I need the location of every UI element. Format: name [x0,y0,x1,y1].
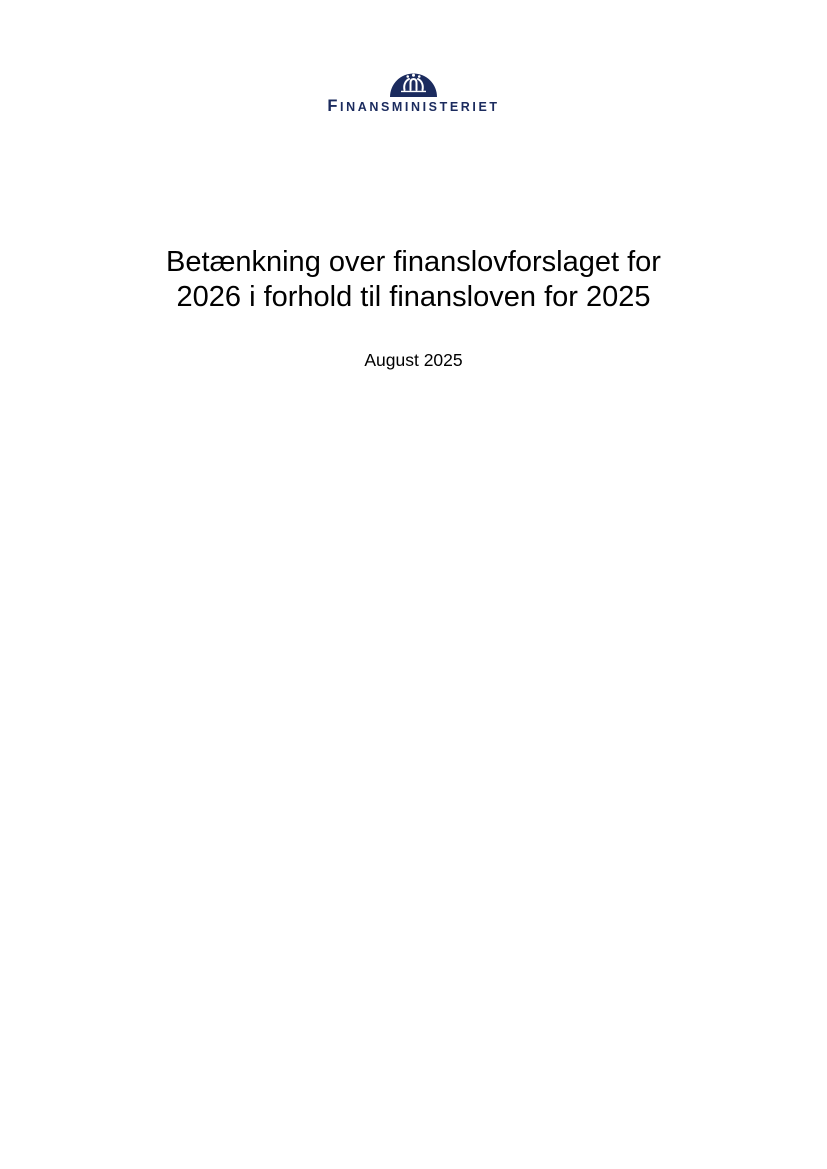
crown-icon [390,64,437,97]
document-title [0,245,827,315]
document-title-line2: 2026 i forhold til finansloven for 2025 [176,281,651,313]
document-title-line1: Betænkning over finanslovforslaget for [166,246,661,278]
document-date: August 2025 [364,350,463,370]
ministry-wordmark: FINANSMINISTERIET [327,97,500,115]
finansministeriet-logo [0,64,827,114]
